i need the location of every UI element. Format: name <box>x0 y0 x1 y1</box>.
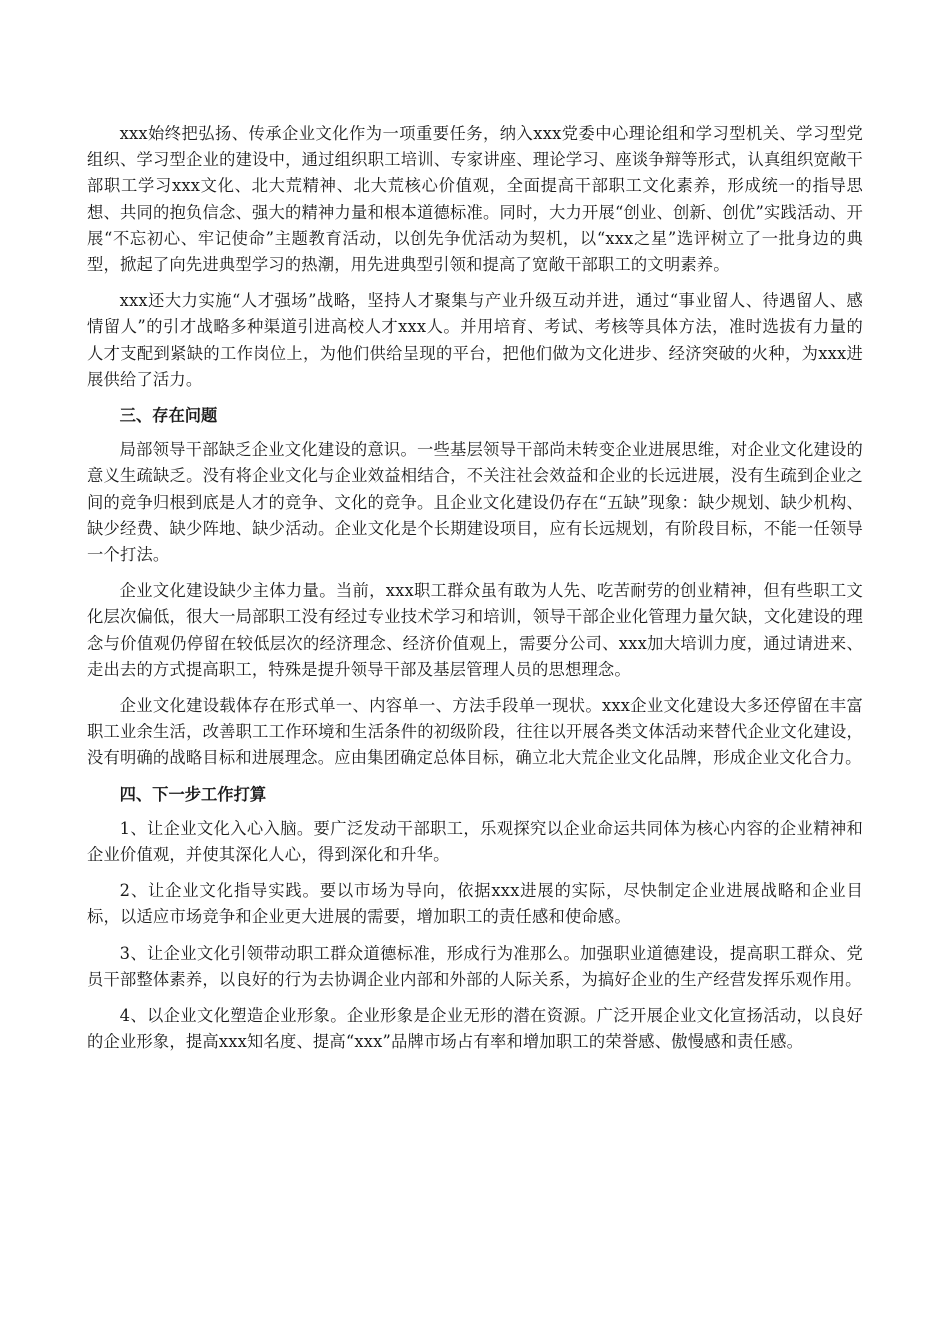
section-heading-next-steps: 四、下一步工作打算 <box>119 784 267 804</box>
paragraph-problem-awareness: 局部领导干部缺乏企业文化建设的意识。一些基层领导干部尚未转变企业进展思维，对企业文化建设的意义生疏缺乏。没有将企业文化与企业效益相结合，不关注社会效益和企业的长远进展，没有生疏到企业之间的竞争归根到底是人才的竞争、文化的竞争。且企业文化建设仍存在“五缺”现象：缺少规划、缺少机构、缺少经费、缺少阵地、缺少活动。企业文化是个长期建设项目，应有长远规划，有阶段目标，不能一任领导一个打法。 <box>87 440 863 565</box>
document-page <box>87 121 863 1066</box>
paragraph-problem-carrier: 企业文化建设载体存在形式单一、内容单一、方法手段单一现状。xxx企业文化建设大多还停留在丰富职工业余生活，改善职工工作环境和生活条件的初级阶段，往往以开展各类文体活动来替代企业文化建设，没有明确的战略目标和进展理念。应由集团确定总体目标，确立北大荒企业文化品牌，形成企业文化合力。 <box>87 696 863 768</box>
paragraph-culture-promotion: xxx始终把弘扬、传承企业文化作为一项重要任务，纳入xxx党委中心理论组和学习型机关、学习型党组织、学习型企业的建设中，通过组织职工培训、专家讲座、理论学习、座谈争辩等形式，认真组织宽敞干部职工学习xxx文化、北大荒精神、北大荒核心价值观，全面提高干部职工文化素养，形成统一的指导思想、共同的抱负信念、强大的精神力量和根本道德标准。同时，大力开展“创业、创新、创优”实践活动、开展“不忘初心、牢记使命”主题教育活动，以创先争优活动为契机，以“xxx之星”选评树立了一批身边的典型，掀起了向先进典型学习的热潮，用先进典型引领和提高了宽敞干部职工的文明素养。 <box>87 124 863 275</box>
paragraph-plan-2: 2、让企业文化指导实践。要以市场为导向，依据xxx进展的实际，尽快制定企业进展战略和企业目标，以适应市场竞争和企业更大进展的需要，增加职工的责任感和使命感。 <box>87 881 863 927</box>
section-heading-problems: 三、存在问题 <box>119 406 218 426</box>
paragraph-talent-strategy: xxx还大力实施“人才强场”战略，坚持人才聚集与产业升级互动并进，通过“事业留人、待遇留人、感情留人”的引才战略多种渠道引进高校人才xxx人。并用培育、考试、考核等具体方法，准时选拔有力量的人才支配到紧缺的工作岗位上，为他们供给呈现的平台，把他们做为文化进步、经济突破的火种，为xxx进展供给了活力。 <box>87 291 863 389</box>
paragraph-plan-4: 4、以企业文化塑造企业形象。企业形象是企业无形的潜在资源。广泛开展企业文化宣扬活动，以良好的企业形象，提高xxx知名度、提高“xxx”品牌市场占有率和增加职工的荣誉感、傲慢感和责任感。 <box>87 1006 863 1052</box>
paragraph-plan-3: 3、让企业文化引领带动职工群众道德标准，形成行为准那么。加强职业道德建设，提高职工群众、党员干部整体素养，以良好的行为去协调企业内部和外部的人际关系，为搞好企业的生产经营发挥乐观作用。 <box>87 943 863 989</box>
paragraph-plan-1: 1、让企业文化入心入脑。要广泛发动干部职工，乐观探究以企业命运共同体为核心内容的企业精神和企业价值观，并使其深化人心，得到深化和升华。 <box>87 818 863 865</box>
paragraph-problem-workforce: 企业文化建设缺少主体力量。当前，xxx职工群众虽有敢为人先、吃苦耐劳的创业精神，但有些职工文化层次偏低，很大一局部职工没有经过专业技术学习和培训，领导干部企业化管理力量欠缺，文化建设的理念与价值观仍停留在较低层次的经济理念、经济价值观上，需要分公司、xxx加大培训力度，通过请进来、走出去的方式提高职工，特殊是提升领导干部及基层管理人员的思想理念。 <box>87 581 863 679</box>
